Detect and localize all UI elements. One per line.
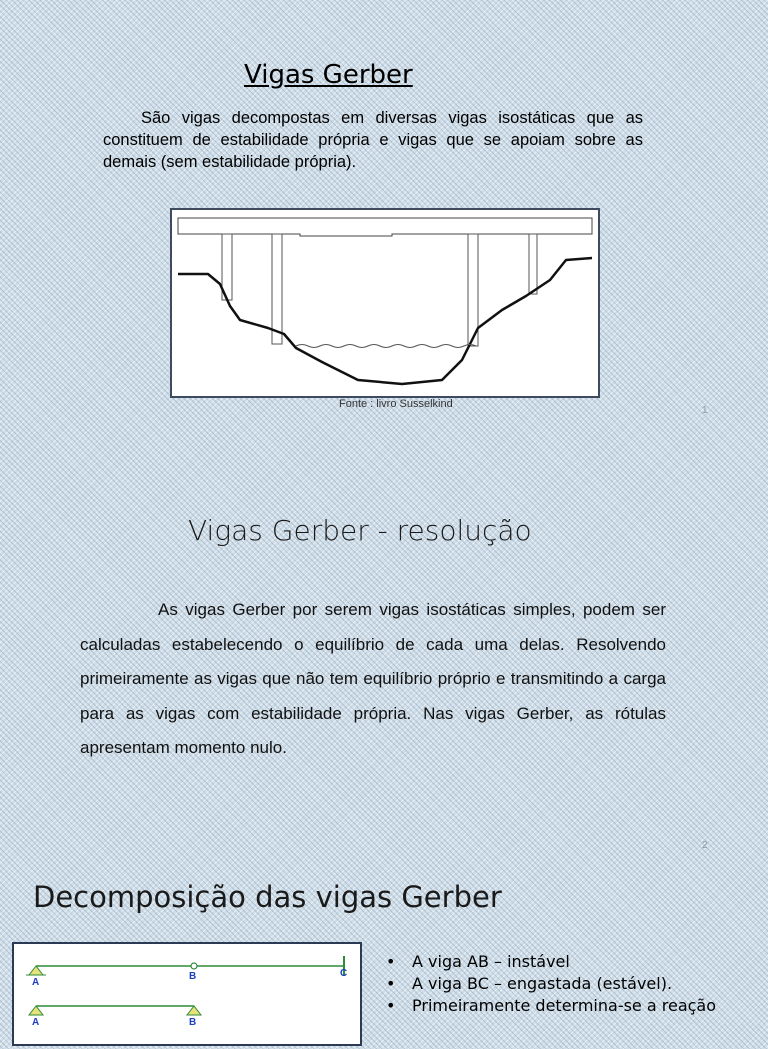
intro-text: São vigas decompostas em diversas vigas isostáticas que as constituem de estabilidade própria e vigas que se apoiam sobre as demais (sem estabilidade própria). bbox=[103, 109, 643, 171]
figure-caption: Fonte : livro Susselkind bbox=[339, 398, 453, 410]
beam-decomposition-diagram bbox=[12, 942, 362, 1046]
pin-support-a-bottom bbox=[29, 1006, 43, 1015]
slide-number: 2 bbox=[702, 840, 708, 851]
label-a-bottom: A bbox=[32, 1017, 40, 1028]
gerber-bridge-figure bbox=[170, 208, 600, 398]
bullet-item: • Primeiramente determina-se a reação bbox=[382, 995, 754, 1017]
label-b-top: B bbox=[189, 971, 197, 982]
decomposition-bullet-list bbox=[382, 951, 754, 1017]
pin-support-a bbox=[29, 966, 43, 975]
beam-diagram-drawing bbox=[14, 944, 360, 1044]
bullet-item: • A viga AB – instável bbox=[382, 951, 754, 973]
label-a-top: A bbox=[32, 977, 40, 988]
pin-support-b-bottom bbox=[187, 1006, 201, 1015]
bridge-cross-section-drawing bbox=[172, 210, 598, 396]
slide-title-vigas-gerber: Vigas Gerber bbox=[244, 60, 413, 90]
label-c-top: C bbox=[340, 968, 348, 979]
resolution-paragraph bbox=[80, 593, 666, 766]
slide-title-resolucao: Vigas Gerber - resolução bbox=[188, 514, 532, 547]
resolution-text: As vigas Gerber por serem vigas isostáticas simples, podem ser calculadas estabelecendo o equilíbrio de cada uma delas. Resolvendo primeiramente as vigas que não tem equilíbrio próprio e transmitindo a carga para as vigas com estabilidade própria. Nas vigas Gerber, as rótulas apresentam momento nulo. bbox=[80, 600, 666, 757]
bullet-item: • A viga BC – engastada (estável). bbox=[382, 973, 754, 995]
slide-title-decomposicao: Decomposição das vigas Gerber bbox=[33, 880, 502, 914]
hinge-b bbox=[191, 963, 197, 969]
intro-paragraph bbox=[103, 107, 643, 173]
label-b-bottom: B bbox=[189, 1017, 197, 1028]
slide-number: 1 bbox=[702, 405, 708, 416]
